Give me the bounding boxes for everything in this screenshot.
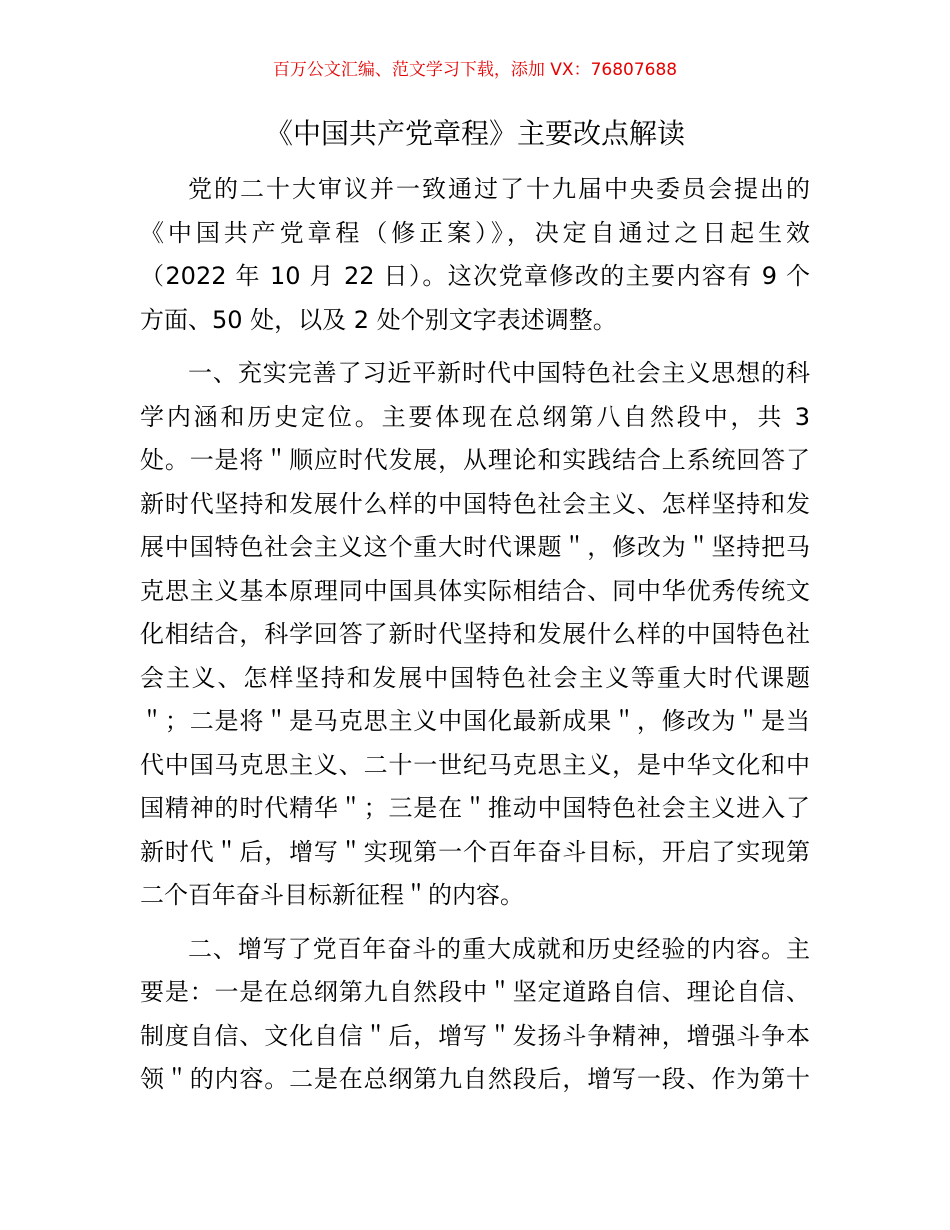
text-line: 学内涵和历史定位。主要体现在总纲第八自然段中，共 3 <box>140 402 810 431</box>
paragraph-section-2 <box>140 928 810 1102</box>
text-line: 党的二十大审议并一致通过了十九届中央委员会提出的 <box>188 175 810 203</box>
header-banner: 百万公文汇编、范文学习下载，添加 VX：76807688 <box>272 60 678 80</box>
text-line: 展中国特色社会主义这个重大时代课题＂，修改为＂坚持把马 <box>140 533 810 561</box>
paragraph-section-1 <box>140 352 810 918</box>
text-line: 要是：一是在总纲第九自然段中＂坚定道路自信、理论自信、 <box>140 978 810 1006</box>
text-line: 二、增写了党百年奋斗的重大成就和历史经验的内容。主 <box>188 934 810 963</box>
text-line: 国精神的时代精华＂；三是在＂推动中国特色社会主义进入了 <box>140 794 810 822</box>
text-line: ＂；二是将＂是马克思主义中国化最新成果＂，修改为＂是当 <box>140 707 810 735</box>
text-line: 新时代坚持和发展什么样的中国特色社会主义、怎样坚持和发 <box>140 489 810 518</box>
text-line: 一、充实完善了习近平新时代中国特色社会主义思想的科 <box>188 359 810 387</box>
text-line: 克思主义基本原理同中国具体实际相结合、同中华优秀传统文 <box>140 576 810 605</box>
text-line: 《中国共产党章程（修正案）》，决定自通过之日起生效 <box>140 218 810 247</box>
text-line: 二个百年奋斗目标新征程＂的内容。 <box>140 881 524 909</box>
document-title: 《中国共产党章程》主要改点解读 <box>264 117 685 150</box>
paragraph-intro <box>140 168 810 342</box>
text-line: 代中国马克思主义、二十一世纪马克思主义，是中华文化和中 <box>140 750 810 779</box>
text-line: 领＂的内容。二是在总纲第九自然段后，增写一段、作为第十 <box>140 1065 810 1093</box>
text-line: 处。一是将＂顺应时代发展，从理论和实践结合上系统回答了 <box>140 446 810 474</box>
text-line: （2022 年 10 月 22 日）。这次党章修改的主要内容有 9 个 <box>140 262 810 290</box>
text-line: 制度自信、文化自信＂后，增写＂发扬斗争精神，增强斗争本 <box>140 1021 810 1050</box>
text-line: 新时代＂后，增写＂实现第一个百年奋斗目标，开启了实现第 <box>140 837 810 866</box>
text-line: 方面、50 处，以及 2 处个别文字表述调整。 <box>140 305 617 334</box>
document-body <box>140 168 810 1112</box>
text-line: 化相结合，科学回答了新时代坚持和发展什么样的中国特色社 <box>140 620 810 648</box>
text-line: 会主义、怎样坚持和发展中国特色社会主义等重大时代课题 <box>140 663 810 692</box>
